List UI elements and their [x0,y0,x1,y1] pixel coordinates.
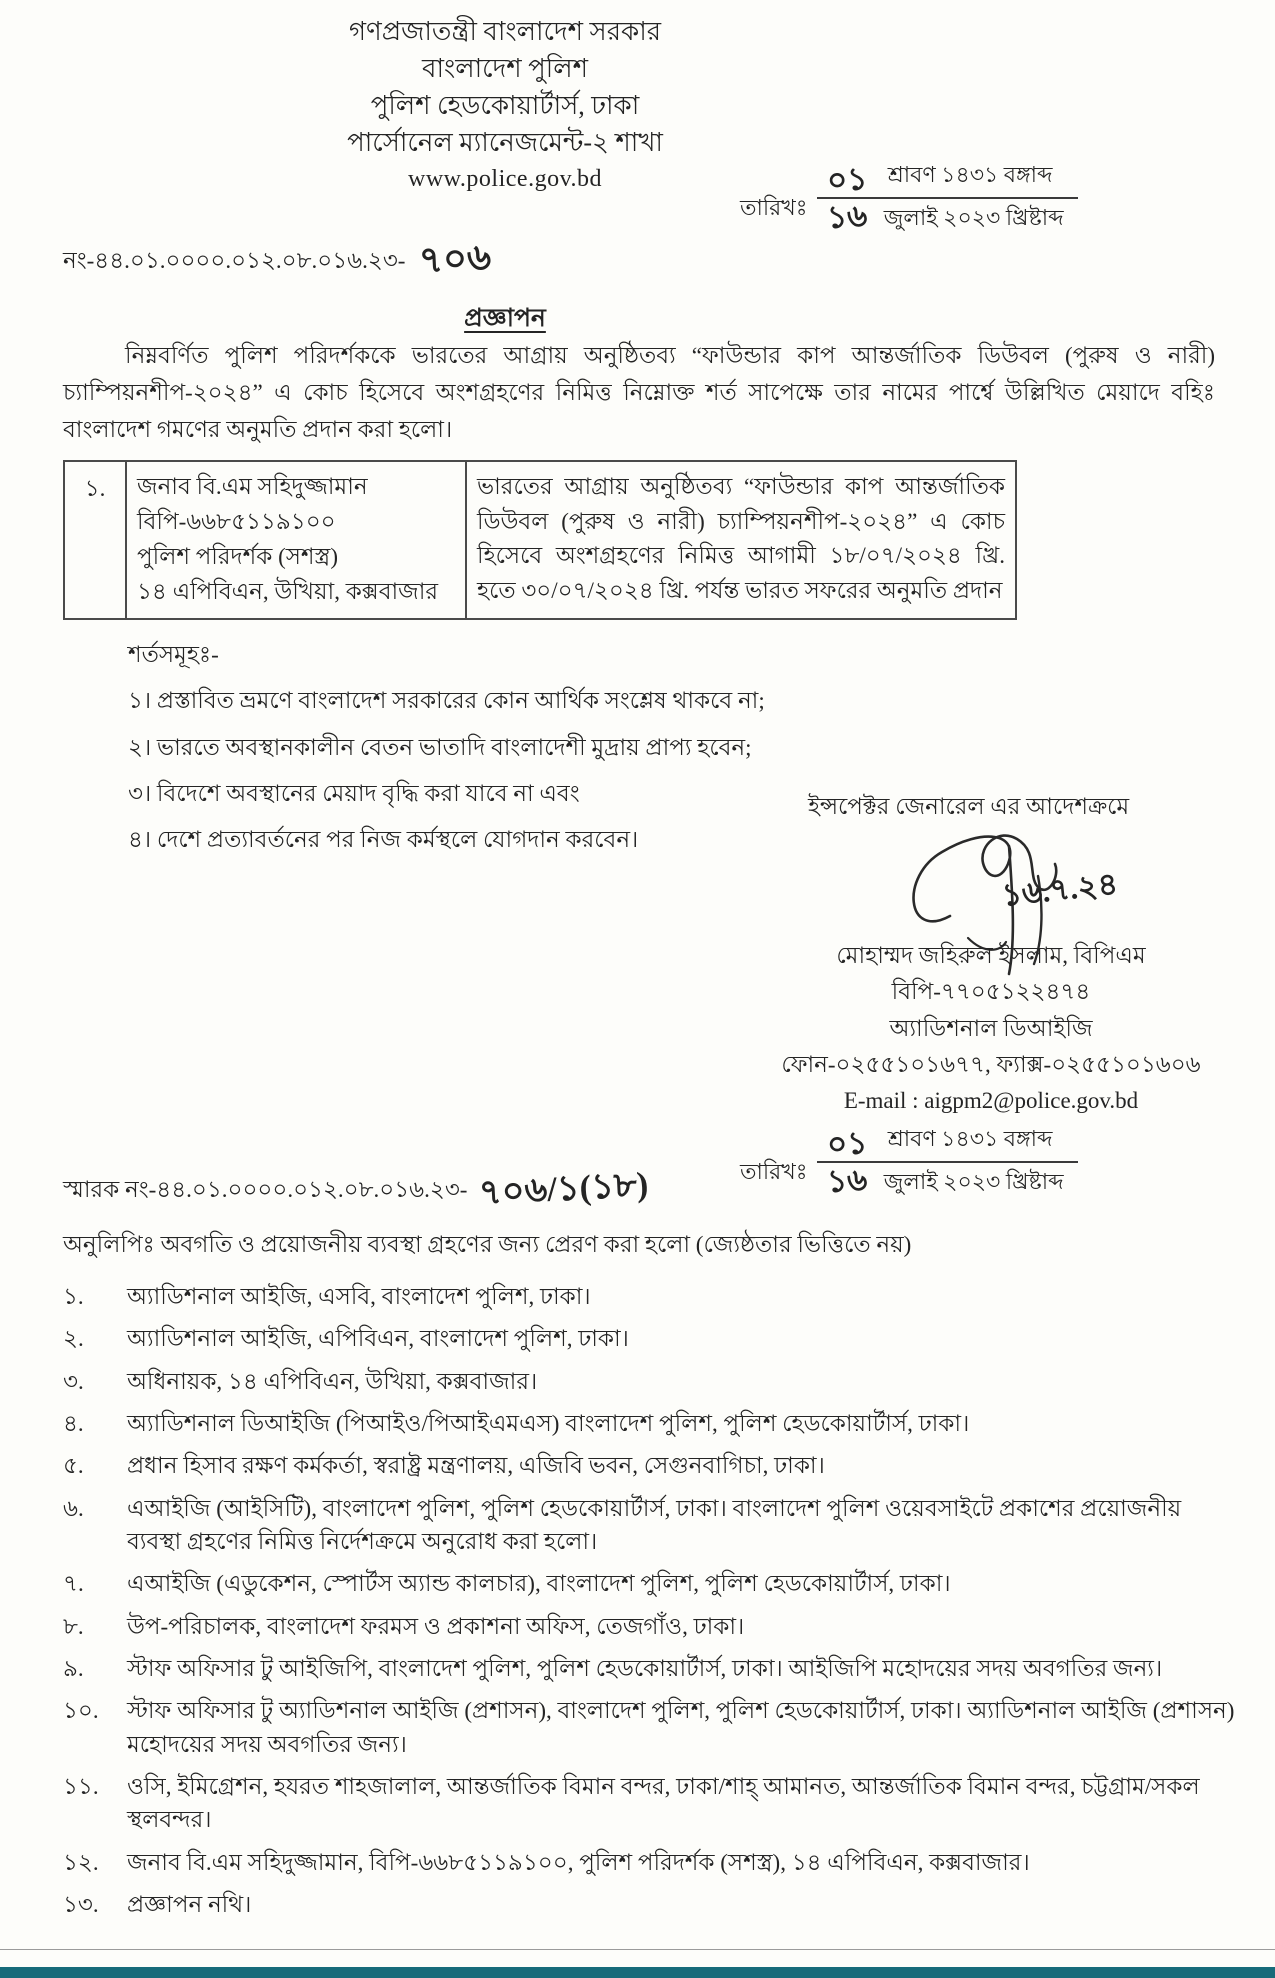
footer-color-bar [0,1967,1275,1978]
by-order-line: ইন্সপেক্টর জেনারেল এর আদেশক্রমে [808,794,1130,819]
memo-number-label: নং-৪৪.০১.০০০০.০১২.০৮.০১৬.২৩- [63,248,406,273]
distribution-item: ৩. অধিনায়ক, ১৪ এপিবিএন, উখিয়া, কক্সবাজার। [63,1368,538,1394]
notification-title: প্রজ্ঞাপন [464,305,546,332]
signer-bp-number: বিপি-৭৭০৫১২২৪৭৪ [891,979,1091,1005]
condition-item: ১। প্রস্তাবিত ভ্রমণে বাংলাদেশ সরকারের কোন আর্থিক সংশ্লেষ থাকবে না; [128,688,765,714]
date-gregorian-line [817,199,1077,238]
date-label: তারিখঃ [740,1159,808,1184]
signature-date-handwritten: ১৬.৭.২৪ [1000,866,1120,913]
date-bangla-text: শ্রাবণ ১৪৩১ বঙ্গাব্দ [887,162,1053,187]
officer-bp-number: বিপি-৬৬৮৫১১৯১০০ [137,508,336,534]
scan-artifact-line [0,1949,1275,1950]
smarok-number-label: স্মারক নং-৪৪.০১.০০০০.০১২.০৮.০১৬.২৩- [63,1177,468,1202]
smarok-number-row [63,1158,649,1217]
date-gregorian-text: জুলাই ২০২৩ খ্রিষ্টাব্দ [883,205,1064,230]
permission-cell: ভারতের আগ্রায় অনুষ্ঠিতব্য “ফাউন্ডার কাপ আন্তর্জাতিক ডিউবল (পুরুষ ও নারী) চ্যাম্পিয়নশীপ-২০২৪” এ কোচ হিসেবে অংশগ্রহণের নিমিত্ত আগামী ১৮/০৭/২০২৪ খ্রি. হতে ৩০/০৭/২০২৪ খ্রি. পর্যন্ত ভারত সফরের অনুমতি প্রদান [466,461,1016,619]
condition-item: ৪। দেশে প্রত্যাবর্তনের পর নিজ কর্মস্থলে যোগদান করবেন। [128,827,639,853]
condition-item: ৩। বিদেশে অবস্থানের মেয়াদ বৃদ্ধি করা যাবে না এবং [128,781,580,807]
date-day-handwritten: ০১ [826,160,869,199]
distribution-item: ৭. এআইজি (এডুকেশন, স্পোর্টস অ্যান্ড কালচার), বাংলাদেশ পুলিশ, পুলিশ হেডকোয়ার্টার্স, ঢাকা। [63,1571,951,1597]
distribution-item: ১১. ওসি, ইমিগ্রেশন, হযরত শাহজালাল, আন্তর্জাতিক বিমান বন্দর, ঢাকা/শাহ্ আমানত, আন্তর্জাতিক বিমান বন্দর, চট্টগ্রাম/সকল স্থলবন্দর। [63,1774,1200,1833]
date-day-gregorian-handwritten: ১৬ [826,197,869,236]
date-fraction [817,1122,1077,1202]
officer-cell [126,461,466,619]
date-block-bottom [740,1122,1078,1202]
date-gregorian-text: জুলাই ২০২৩ খ্রিষ্টাব্দ [883,1169,1064,1194]
distribution-item: ৯. স্টাফ অফিসার টু আইজিপি, বাংলাদেশ পুলিশ, পুলিশ হেডকোয়ার্টার্স, ঢাকা। আইজিপি মহোদয়ের সদয় অবগতির জন্য। [63,1656,1163,1682]
distribution-item: ৪. অ্যাডিশনাল ডিআইজি (পিআইও/পিআইএমএস) বাংলাদেশ পুলিশ, পুলিশ হেডকোয়ার্টার্স, ঢাকা। [63,1411,970,1437]
office-name: পুলিশ হেডকোয়ার্টার্স, ঢাকা [370,90,640,120]
signer-name: মোহাম্মদ জহিরুল ইসলাম, বিপিএম [836,943,1146,968]
officer-rank: পুলিশ পরিদর্শক (সশস্ত্র) [137,543,339,569]
date-day-gregorian-handwritten: ১৬ [826,1161,869,1200]
distribution-item: ১. অ্যাডিশনাল আইজি, এসবি, বাংলাদেশ পুলিশ, ঢাকা। [63,1284,591,1309]
signer-designation: অ্যাডিশনাল ডিআইজি [889,1015,1093,1041]
memo-number-row [63,226,492,289]
distribution-heading: অনুলিপিঃ অবগতি ও প্রয়োজনীয় ব্যবস্থা গ্রহণের জন্য প্রেরণ করা হলো (জ্যেষ্ঠতার ভিত্তিতে নয়) [63,1232,912,1257]
signer-email: E-mail : aigpm2@police.gov.bd [843,1088,1139,1114]
distribution-list [63,1280,1235,1931]
distribution-item: ৮. উপ-পরিচালক, বাংলাদেশ ফরমস ও প্রকাশনা অফিস, তেজগাঁও, ঢাকা। [63,1613,745,1639]
organization-name: বাংলাদেশ পুলিশ [422,53,588,83]
permission-table [63,460,1017,620]
serial-cell: ১. [64,461,126,619]
condition-item: ২। ভারতে অবস্থানকালীন বেতন ভাতাদি বাংলাদেশী মুদ্রায় প্রাপ্য হবেন; [128,734,752,760]
government-name: গণপ্রজাতন্ত্রী বাংলাদেশ সরকার [348,17,662,46]
date-block-top [740,158,1078,238]
table-row [64,461,1016,619]
website-url: www.police.gov.bd [407,165,603,192]
distribution-item: ২. অ্যাডিশনাল আইজি, এপিবিএন, বাংলাদেশ পুলিশ, ঢাকা। [63,1326,629,1352]
date-bangla-text: শ্রাবণ ১৪৩১ বঙ্গাব্দ [887,1126,1053,1151]
signer-phone-fax: ফোন-০২৫৫১০১৬৭৭, ফ্যাক্স-০২৫৫১০১৬০৬ [781,1051,1201,1077]
distribution-item: ৬. এআইজি (আইসিটি), বাংলাদেশ পুলিশ, পুলিশ হেডকোয়ার্টার্স, ঢাকা। বাংলাদেশ পুলিশ ওয়েবসাইটে প্রকাশের প্রয়োজনীয় ব্যবস্থা গ্রহণের নিমিত্ত নির্দেশক্রমে অনুরোধ করা হলো। [63,1495,1182,1555]
date-fraction [817,158,1077,238]
smarok-number-handwritten: ৭০৬/১(১৮) [478,1164,650,1213]
signer-block [756,938,1226,1120]
branch-name: পার্সোনেল ম্যানেজমেন্ট-২ শাখা [347,127,663,157]
conditions-section [128,638,765,857]
distribution-item: ১৩. প্রজ্ঞাপন নথি। [63,1892,252,1918]
date-bangla-line [817,158,1077,199]
date-day-handwritten: ০১ [826,1124,869,1163]
date-label: তারিখঃ [740,195,808,220]
intro-paragraph: নিম্নবর্ণিত পুলিশ পরিদর্শককে ভারতের আগ্রায় অনুষ্ঠিতব্য “ফাউন্ডার কাপ আন্তর্জাতিক ডিউবল (পুরুষ ও নারী) চ্যাম্পিয়নশীপ-২০২৪” এ কোচ হিসেবে অংশগ্রহণের নিমিত্ত নিম্নোক্ত শর্ত সাপেক্ষে তার নামের পার্শ্বে উল্লিখিত মেয়াদে বহিঃ বাংলাদেশ গমণের অনুমতি প্রদান করা হলো। [63,343,1215,442]
officer-name: জনাব বি.এম সহিদুজ্জামান [137,474,368,499]
conditions-heading: শর্তসমূহঃ- [128,642,219,667]
officer-unit: ১৪ এপিবিএন, উখিয়া, কক্সবাজার [137,578,439,604]
memo-number-handwritten: ৭০৬ [418,237,493,282]
distribution-item: ১২. জনাব বি.এম সহিদুজ্জামান, বিপি-৬৬৮৫১১৯১০০, পুলিশ পরিদর্শক (সশস্ত্র), ১৪ এপিবিএন, কক্সবাজার। [63,1849,1030,1875]
distribution-item: ১০. স্টাফ অফিসার টু অ্যাডিশনাল আইজি (প্রশাসন), বাংলাদেশ পুলিশ, পুলিশ হেডকোয়ার্টার্স, ঢাকা। অ্যাডিশনাল আইজি (প্রশাসন) মহোদয়ের সদয় অবগতির জন্য। [63,1698,1235,1757]
distribution-item: ৫. প্রধান হিসাব রক্ষণ কর্মকর্তা, স্বরাষ্ট্র মন্ত্রণালয়, এজিবি ভবন, সেগুনবাগিচা, ঢাকা। [63,1453,825,1479]
date-bangla-line [817,1122,1077,1163]
date-gregorian-line [817,1163,1077,1202]
